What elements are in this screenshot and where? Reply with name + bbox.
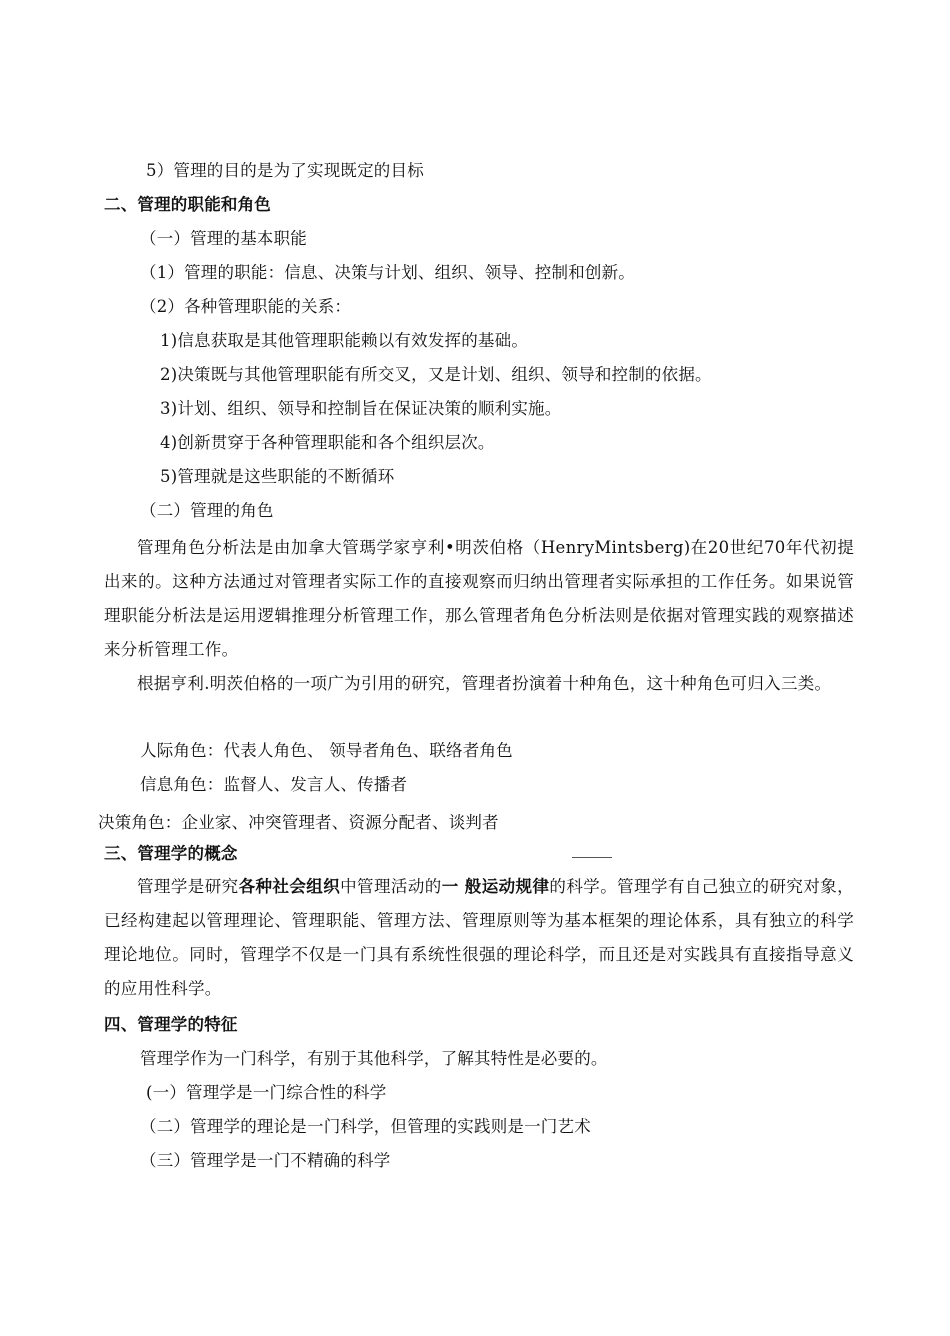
section-heading-functions-roles: 二、管理的职能和角色 (104, 195, 271, 214)
relation-item-1: 1)信息获取是其他管理职能赖以有效发挥的基础。 (160, 331, 529, 350)
role-interpersonal: 人际角色：代表人角色、 领导者角色、联络者角色 (140, 741, 513, 760)
concept-text-1: 管理学是研究 (137, 877, 239, 896)
relation-item-3: 3)计划、组织、领导和控制旨在保证决策的顺利实施。 (160, 399, 562, 418)
paragraph-concept (104, 870, 854, 1006)
item-functions-list: （1）管理的职能：信息、决策与计划、组织、领导、控制和创新。 (140, 263, 635, 282)
concept-bold-organizations: 各种社会组织 (238, 877, 341, 896)
paragraph-features-intro: 管理学作为一门科学，有别于其他科学，了解其特性是必要的。 (140, 1049, 608, 1068)
item-purpose: 5）管理的目的是为了实现既定的目标 (146, 161, 424, 180)
role-decisional: 决策角色：企业家、冲突管理者、资源分配者、谈判者 (98, 813, 499, 832)
concept-bold-laws: 一 般运动规律 (441, 877, 550, 896)
relation-item-5: 5)管理就是这些职能的不断循环 (160, 467, 395, 486)
paragraph-role-analysis: 管理角色分析法是由加拿大管瑪学家亨利•明茨伯格（HenryMintsberg)在20世纪70年代初提出来的。这种方法通过对管理者实际工作的直接观察而归纳出管理者实际承担的工作任务。如果说管理职能分析法是运用逻辑推理分析管理工作，那么管理者角色分析法则是依据对管理实践的观察描述来分析管理工作。 (104, 538, 854, 659)
role-informational: 信息角色：监督人、发言人、传播者 (140, 775, 408, 794)
section-heading-concept: 三、管理学的概念 (104, 844, 238, 863)
item-functions-relation: （2）各种管理职能的关系： (140, 297, 352, 316)
section-heading-features: 四、管理学的特征 (104, 1015, 238, 1034)
paragraph-ten-roles: 根据亨利.明茨伯格的一项广为引用的研究，管理者扮演着十种角色，这十种角色可归入三类。 (137, 674, 832, 693)
feature-item-1: (一）管理学是一门综合性的科学 (146, 1083, 387, 1102)
feature-item-3: （三）管理学是一门不精确的科学 (140, 1151, 391, 1170)
relation-item-4: 4)创新贯穿于各种管理职能和各个组织层次。 (160, 433, 495, 452)
feature-item-2: （二）管理学的理论是一门科学，但管理的实践则是一门艺术 (140, 1117, 591, 1136)
concept-text-2: 中管理活动的 (340, 877, 442, 896)
divider-rule (572, 857, 612, 858)
concept-text-3: 的科学。管理学有自己独立的研究对象，已经构建起以管理理论、管理职能、管理方法、管理原则等为基本框架的理论体系，具有独立的科学理论地位。同时，管理学不仅是一门具有系统性很强的理论科学，而且还是对实践具有直接指导意义的应用性科学。 (104, 877, 854, 998)
relation-item-2: 2)决策既与其他管理职能有所交叉，又是计划、组织、领导和控制的依据。 (160, 365, 712, 384)
subsection-basic-functions: （一）管理的基本职能 (140, 229, 307, 248)
subsection-roles: （二）管理的角色 (140, 501, 274, 520)
